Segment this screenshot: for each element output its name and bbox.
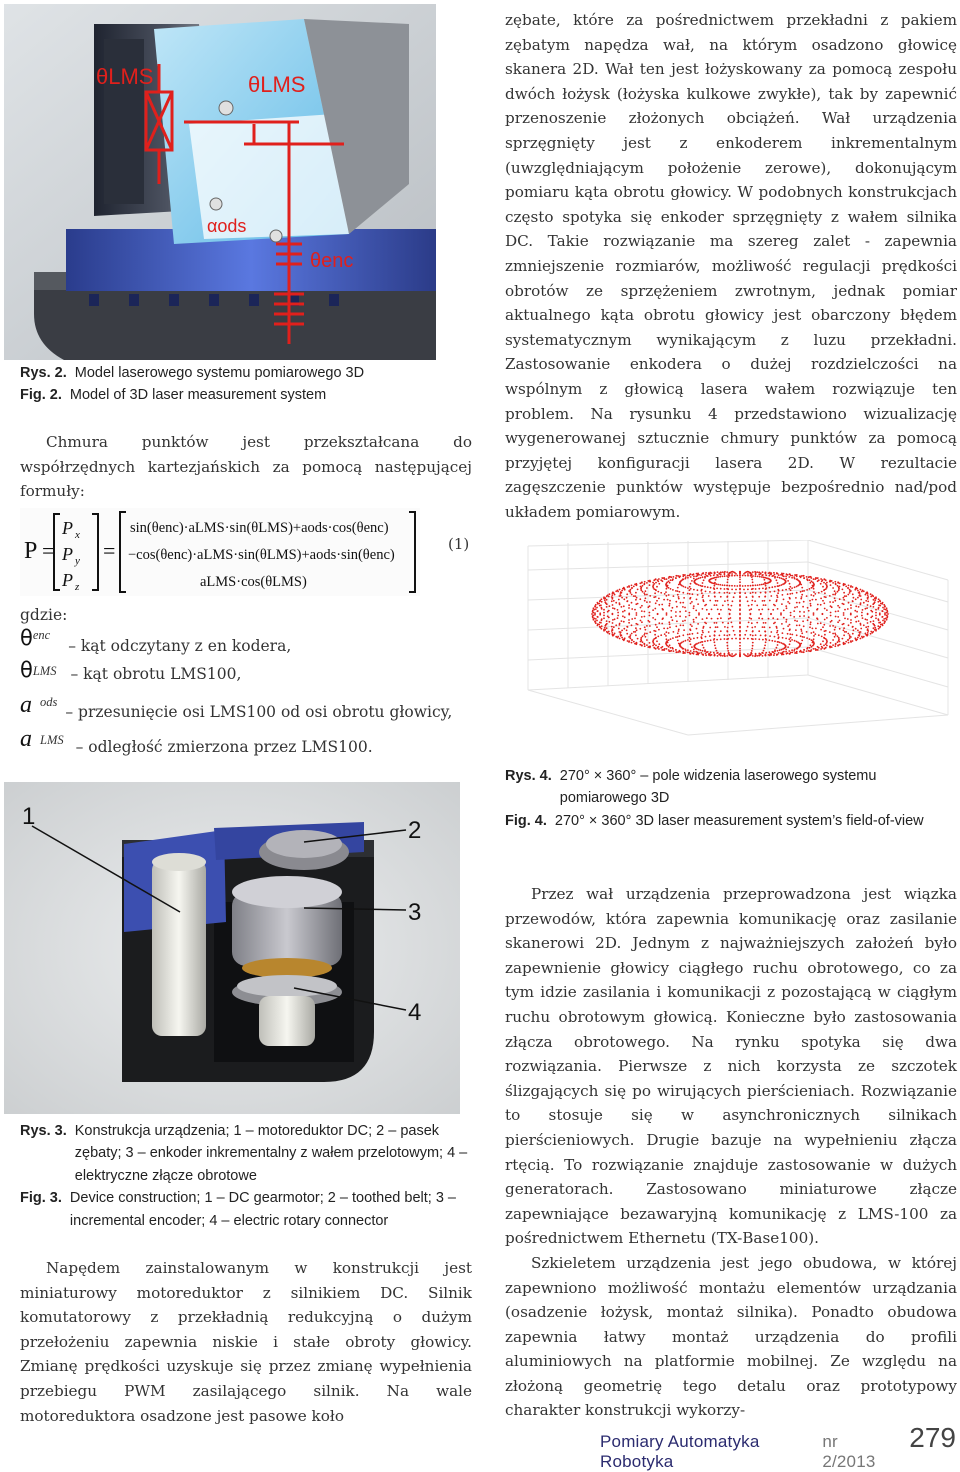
- page-footer: [600, 1422, 956, 1471]
- paragraph-text: Napędem zainstalowanym w konstrukcji jest miniaturowy motoreduktor z silnikiem DC. Silnik komutatorowy z przekładnią redukcyjną o dużym przełożeniu zapewnia niskie i stałe obroty głowicy. Zmianę prędkości uzyskuje się przez zmianę wypełnienia przebiegu PWM zasilającego silnik. Na wale motoreduktora osadzone jest pasowe koło: [20, 1259, 472, 1425]
- figure-2-caption: [20, 362, 440, 407]
- eq-py-sub: y: [75, 555, 80, 567]
- point-cloud-plot: [508, 540, 958, 762]
- definition-theta-lms: [20, 658, 241, 682]
- paragraph-point-cloud: [20, 430, 472, 504]
- eq-row-2: −cos(θenc)·aLMS·sin(θLMS)+aods·sin(θenc): [128, 547, 395, 563]
- definition-text: – kąt obrotu LMS100,: [70, 665, 242, 683]
- fig2-label-alpha-ods: αods: [207, 216, 247, 236]
- page-number: 279: [909, 1422, 956, 1453]
- caption-label: Rys. 4.: [505, 768, 552, 784]
- eq-pz-sub: z: [75, 581, 80, 593]
- definition-text: – przesunięcie osi LMS100 od osi obrotu głowicy,: [65, 703, 453, 721]
- definition-a-ods: [20, 692, 452, 719]
- definition-a-lms: [20, 726, 373, 756]
- symbol: a: [20, 692, 32, 718]
- eq-pz: P: [62, 570, 73, 590]
- equation-graphic: [20, 508, 420, 596]
- caption-label: Fig. 2.: [20, 387, 62, 404]
- eq-row-3: aLMS·cos(θLMS): [200, 574, 307, 590]
- caption-text-pl: Konstrukcja urządzenia; 1 – motoreduktor DC; 2 – pasek zębaty; 3 – enkoder inkrementalny z wałem przelotowym; 4 – elektryczne złącze obrotowe: [74, 1123, 468, 1184]
- svg-text:=: =: [42, 538, 55, 563]
- fig2-label-theta-lms: θLMS: [248, 72, 306, 97]
- caption-text-en: Device construction; 1 – DC gearmotor; 2 – toothed belt; 3 – incremental encoder; 4 – electric rotary connector: [69, 1190, 456, 1229]
- paragraph-text: Przez wał urządzenia przeprowadzona jest wiązka przewodów, która zapewnia komunikację oraz zasilanie skanerowi 2D. Jednym z najważniejszych założeń było zapewnienie głowicy ciągłego ruchu obrotowego, co za tym idzie zasilania i komunikacji z pozostającą w ciągłym ruchu obrotowym głowicą. Konieczne było zastosowania złącza obrotowego. Na rynku spotyka się dwa rozwiązania. Pierwsze z nich korzysta ze szczotek ślizgających się po wirujących pierścieniach. Rozwiązanie to stosuje się w asynchronicznych silnikach pierścieniowych. Drugie bazuje na wypełnieniu złącza rtęcią. To rozwiązanie znajduje zastosowanie w dużych generatorach. Zastosowano miniaturowe złącze zapewniające bezawaryjną komunikację z LMS-100 za pośrednictwem Ethernetu (TX-Base100).: [505, 885, 957, 1248]
- definition-text: – kąt odczytany z en kodera,: [68, 637, 292, 655]
- figure-2-image: [4, 4, 436, 360]
- symbol-subscript: LMS: [40, 733, 64, 747]
- symbol-subscript: ods: [40, 695, 58, 709]
- laser-system-render: [4, 4, 436, 360]
- eq-px: P: [62, 518, 73, 538]
- definitions-heading: gdzie:: [20, 606, 68, 624]
- symbol-subscript: enc: [32, 628, 51, 642]
- figure-4-image: [508, 540, 958, 762]
- eq-row-1: sin(θenc)·aLMS·sin(θLMS)+aods·cos(θenc): [130, 520, 389, 536]
- eq-lhs: P: [24, 538, 38, 564]
- paragraph-drive: [20, 1256, 472, 1428]
- caption-text-pl: Model laserowego systemu pomiarowego 3D: [74, 365, 365, 381]
- paragraph-text: Chmura punktów jest przekształcana do współrzędnych kartezjańskich za pomocą następującej formuły:: [20, 433, 472, 501]
- callout-2: 2: [408, 817, 422, 844]
- figure-4-caption: [505, 765, 957, 832]
- caption-text-en: Model of 3D laser measurement system: [69, 387, 327, 404]
- caption-label: Fig. 4.: [505, 812, 547, 829]
- paragraph-text: zębate, które za pośrednictwem przekładni z pakiem zębatym napędza wał, na którym osadzono głowicę skanera 2D. Wał ten jest łożyskowany za pomocą zespołu dwóch łożysk (łożyska kulkowe zwykłe), tak by zapewnić przenoszenie złożonych obciążeń. Wał urządzenia sprzęgnięty jest z enkoderem inkrementalnym (uwzględniającym położenie zerowe), dokonującym pomiaru kąta obrotu głowicy. W podobnych konstrukcjach często spotyka się enkoder sprzęgnięty z wałem silnika DC. Takie rozwiązanie ma szereg zalet - zapewnia zmniejszenie rozmiarów, możliwość regulacji prędkości obrotów ze sprzężeniem zwrotnym, jednak pomiar aktualnego kąta obrotu głowicy jest obarczony błędem systematycznym wynikającym z luzu przekładni. Zastosowanie enkodera o dużej rozdzielczości na wspólnym z głowicą lasera wałem rozwiązuje ten problem. Na rysunku 4 przedstawiono wizualizację wygenerowanej sztucznie chmury punktów za pomocą przyjętej konfiguracji lasera 2D. W rezultacie zagęszczenie punktów występuje bezpośrednio nad/pod układem pomiarowym.: [505, 11, 957, 521]
- paragraph-shaft: [505, 8, 957, 524]
- device-construction-render: [4, 782, 460, 1114]
- eq-py: P: [62, 544, 73, 564]
- figure-3-image: [4, 782, 460, 1114]
- definition-theta-enc: [20, 626, 292, 655]
- definitions: [20, 606, 490, 766]
- definition-text: – odległość zmierzona przez LMS100.: [75, 738, 373, 756]
- fig2-label-theta-enc: θenc: [310, 250, 354, 272]
- paragraph-text: Szkieletem urządzenia jest jego obudowa, w której zapewniono możliwość montażu elementów urządzania (osadzenie łożysk, montaż silnika). Ponadto obudowa zapewnia łatwy montaż urządzenia do profili aluminiowych na platformie mobilnej. Ze względu na złożoną geometrię tego detalu oraz prototypowy charakter konstrukcji wykorzy-: [505, 1253, 957, 1420]
- equation-number: (1): [448, 535, 470, 553]
- caption-text-pl: 270° × 360° – pole widzenia laserowego systemu pomiarowego 3D: [559, 768, 877, 807]
- fig2-label-theta-lms-left: θLMS: [96, 64, 154, 89]
- symbol-subscript: LMS: [32, 664, 57, 678]
- eq-px-sub: x: [75, 529, 80, 541]
- callout-1: 1: [22, 803, 36, 830]
- figure-3-caption: [20, 1120, 472, 1232]
- issue-number: nr 2/2013: [822, 1432, 876, 1471]
- caption-label: Rys. 2.: [20, 365, 67, 381]
- journal-name: Pomiary Automatyka Robotyka: [600, 1432, 760, 1471]
- symbol: a: [20, 726, 32, 752]
- symbol: θ: [20, 626, 33, 650]
- svg-text:=: =: [103, 538, 116, 563]
- callout-3: 3: [408, 899, 422, 926]
- caption-label: Fig. 3.: [20, 1190, 62, 1207]
- caption-text-en: 270° × 360° 3D laser measurement system’s field-of-view: [554, 812, 924, 829]
- caption-label: Rys. 3.: [20, 1123, 67, 1139]
- callout-4: 4: [408, 999, 422, 1026]
- symbol: θ: [20, 658, 33, 682]
- equation-1: [20, 508, 420, 596]
- paragraph-wiring: [505, 882, 957, 1423]
